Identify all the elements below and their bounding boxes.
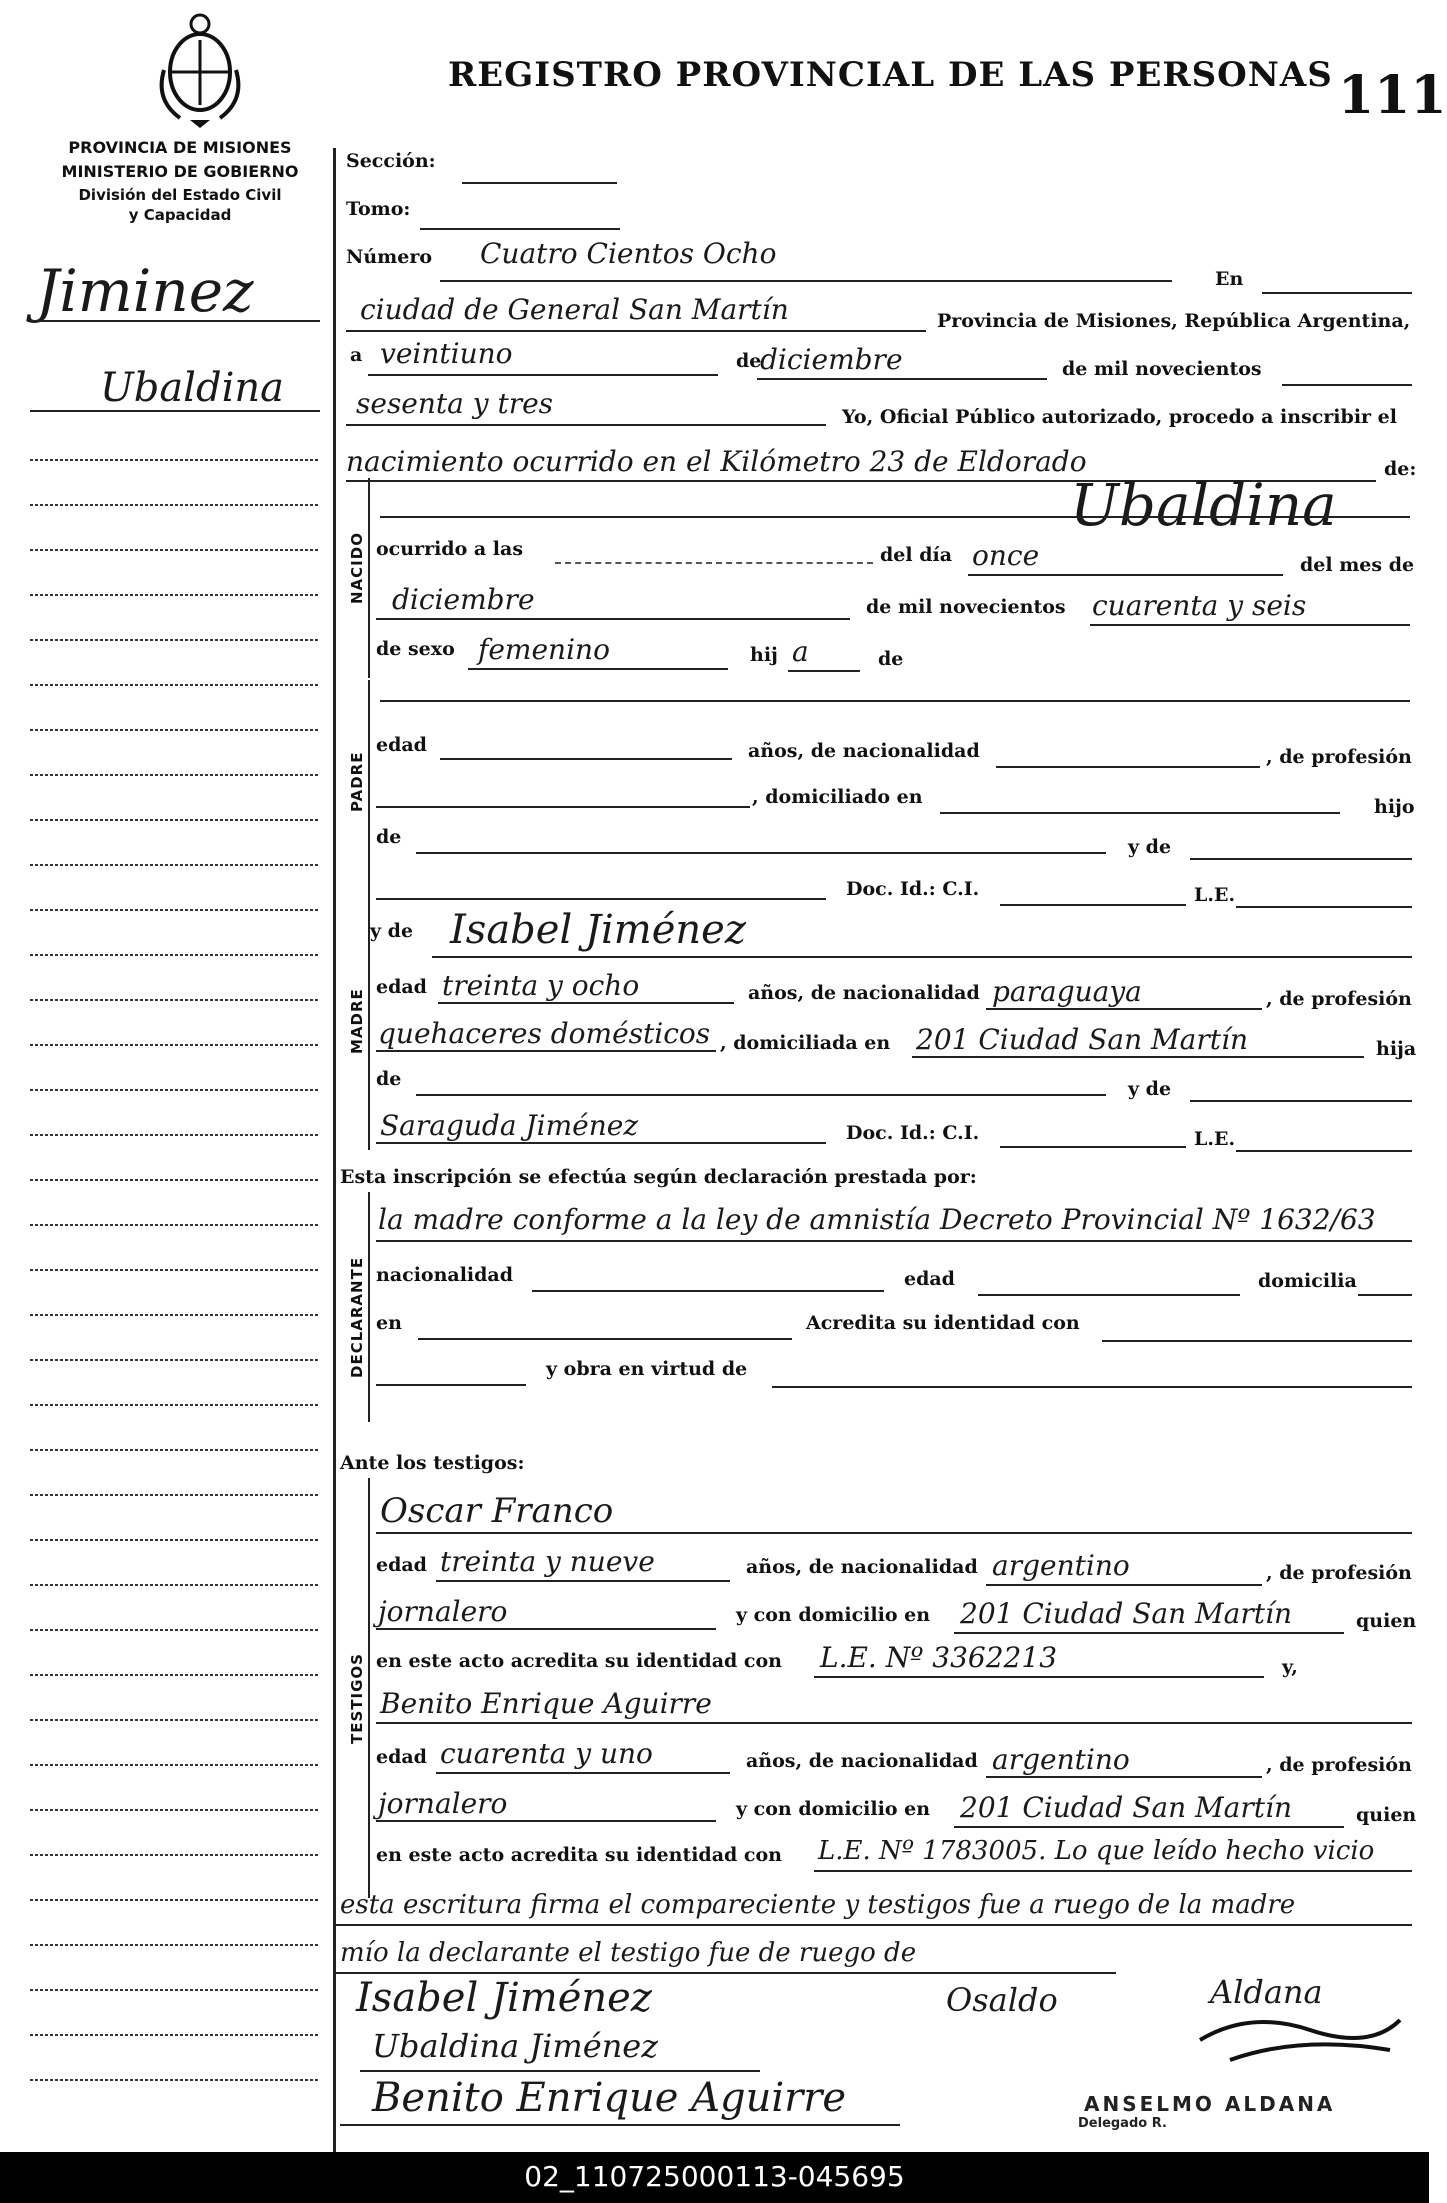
testigo1-domicilio-value: 201 Ciudad San Martín <box>960 1597 1292 1630</box>
testigos-tab: TESTIGOS <box>348 1653 366 1744</box>
tomo-label: Tomo: <box>346 198 411 220</box>
declarante-acredita-label: Acredita su identidad con <box>806 1312 1080 1334</box>
madre-profesion-value: quehaceres domésticos <box>378 1017 711 1050</box>
footer-code: 02_110725000113-045695 <box>524 2160 905 2193</box>
declarante-obra-label: y obra en virtud de <box>546 1358 748 1380</box>
sexo-label: de sexo <box>376 638 455 660</box>
testigo2-anios-label: años, de nacionalidad <box>746 1750 978 1772</box>
signature-officer: Aldana <box>1210 1973 1323 2011</box>
ocurrido-label: ocurrido a las <box>376 538 524 560</box>
hij-label: hij <box>750 644 778 666</box>
testigos-bracket <box>368 1478 370 1898</box>
signature-mother: Isabel Jiménez <box>356 1975 652 2021</box>
madre-le-label: L.E. <box>1194 1128 1236 1150</box>
madre-tab: MADRE <box>348 988 366 1054</box>
numero-value: Cuatro Cientos Ocho <box>480 237 777 270</box>
padre-doc-label: Doc. Id.: C.I. <box>846 878 980 900</box>
testigo2-doc-value: L.E. Nº 1783005. Lo que leído hecho vicio <box>818 1836 1375 1866</box>
declarante-tab: DECLARANTE <box>348 1256 366 1378</box>
officer-stamp-role: Delegado R. <box>1078 2116 1167 2131</box>
madre-anios-label: años, de nacionalidad <box>748 982 980 1004</box>
declarante-bracket <box>368 1192 370 1422</box>
del-dia-label: del día <box>880 544 953 566</box>
acta-text: nacimiento ocurrido en el Kilómetro 23 de Eldorado <box>346 445 1087 478</box>
child-name: Ubaldina <box>1070 471 1337 539</box>
margin-ruled-lines <box>30 440 325 2120</box>
year-value: sesenta y tres <box>356 387 554 420</box>
padre-tab: PADRE <box>348 751 366 812</box>
a-de-label: de <box>736 350 762 372</box>
testigo1-quien-label: quien <box>1356 1610 1417 1632</box>
sexo-value: femenino <box>478 633 610 666</box>
declarante-domicilia-label: domicilia <box>1258 1270 1357 1292</box>
madre-domicilio-value: 201 Ciudad San Martín <box>916 1023 1248 1056</box>
declarante-en-label: en <box>376 1312 402 1334</box>
closing-line-2: mío la declarante el testigo fue de ruego de <box>340 1938 917 1968</box>
madre-hija-label: hija <box>1376 1038 1417 1060</box>
signature-child: Ubaldina Jiménez <box>372 2027 659 2065</box>
division-heading: División del Estado Civil <box>78 186 282 204</box>
testigo2-profesion-value: jornalero <box>378 1787 508 1820</box>
padre-bracket <box>368 680 370 910</box>
madre-y-de-label: y de <box>370 920 414 942</box>
division-subheading: y Capacidad <box>128 206 232 224</box>
folio-number: 111 <box>1338 65 1447 126</box>
testigo1-nacionalidad-value: argentino <box>992 1549 1130 1582</box>
provincia-label: Provincia de Misiones, República Argentina, <box>937 310 1411 332</box>
testigo2-edad-value: cuarenta y uno <box>440 1737 653 1770</box>
testigo1-acredita-label: en este acto acredita su identidad con <box>376 1650 782 1672</box>
testigos-intro-label: Ante los testigos: <box>340 1452 525 1474</box>
padre-profesion-label: , de profesión <box>1266 746 1412 768</box>
madre-doc-label: Doc. Id.: C.I. <box>846 1122 980 1144</box>
testigo1-y-label: y, <box>1282 1656 1298 1678</box>
a-label: a <box>350 344 363 366</box>
madre-nacionalidad-value: paraguaya <box>992 975 1142 1008</box>
officer-stamp-name: ANSELMO ALDANA <box>1084 2092 1336 2116</box>
margin-divider <box>333 148 336 2158</box>
numero-label: Número <box>346 246 433 268</box>
madre-edad-value: treinta y ocho <box>442 969 640 1002</box>
officer-signature-flourish <box>1190 2000 1410 2070</box>
seccion-label: Sección: <box>346 150 436 172</box>
testigo2-acredita-label: en este acto acredita su identidad con <box>376 1844 782 1866</box>
ministry-heading: MINISTERIO DE GOBIERNO <box>61 162 299 181</box>
day-value: veintiuno <box>380 337 513 370</box>
testigo2-edad-label: edad <box>376 1746 427 1768</box>
nacido-tab: NACIDO <box>348 532 366 604</box>
padre-domiciliado-label: , domiciliado en <box>752 786 923 808</box>
de-colon-label: de: <box>1384 458 1417 480</box>
signature-witness-benito: Benito Enrique Aguirre <box>372 2075 847 2121</box>
nacido-de-label: de <box>878 648 904 670</box>
padre-edad-label: edad <box>376 734 427 756</box>
padre-anios-label: años, de nacionalidad <box>748 740 980 762</box>
madre-y-de2-label: y de <box>1128 1078 1172 1100</box>
testigo1-nombre: Oscar Franco <box>380 1491 614 1531</box>
margin-given-name: Ubaldina <box>100 365 284 411</box>
testigo2-quien-label: quien <box>1356 1804 1417 1826</box>
anio-value: cuarenta y seis <box>1092 589 1307 622</box>
testigo1-profesion-value: jornalero <box>378 1595 508 1628</box>
declarante-edad-label: edad <box>904 1268 955 1290</box>
madre-profesion-label: , de profesión <box>1266 988 1412 1010</box>
closing-line-1: esta escritura firma el compareciente y testigos fue a ruego de la madre <box>340 1890 1296 1920</box>
document-title: REGISTRO PROVINCIAL DE LAS PERSONAS <box>448 55 1333 95</box>
testigo1-domicilio-label: y con domicilio en <box>736 1604 931 1626</box>
declaracion-value: la madre conforme a la ley de amnistía Decreto Provincial Nº 1632/63 <box>378 1203 1376 1236</box>
padre-de-label: de <box>376 826 402 848</box>
testigo1-anios-label: años, de nacionalidad <box>746 1556 978 1578</box>
month-value: diciembre <box>760 343 903 376</box>
testigo1-profesion-label: , de profesión <box>1266 1562 1412 1584</box>
madre-de-value: Saraguda Jiménez <box>380 1109 639 1142</box>
testigo2-domicilio-label: y con domicilio en <box>736 1798 931 1820</box>
padre-hijo-label: hijo <box>1374 796 1415 818</box>
declarante-nacionalidad-label: nacionalidad <box>376 1264 514 1286</box>
dia-value: once <box>972 539 1040 572</box>
padre-le-label: L.E. <box>1194 884 1236 906</box>
madre-bracket <box>368 910 370 1150</box>
nacido-mil-label: de mil novecientos <box>866 596 1066 618</box>
testigo2-profesion-label: , de profesión <box>1266 1754 1412 1776</box>
madre-domiciliada-label: , domiciliada en <box>720 1032 891 1054</box>
place-value: ciudad de General San Martín <box>360 293 789 326</box>
testigo2-domicilio-value: 201 Ciudad San Martín <box>960 1791 1292 1824</box>
testigo2-nombre: Benito Enrique Aguirre <box>380 1687 712 1720</box>
nacido-bracket <box>368 478 370 678</box>
testigo1-edad-label: edad <box>376 1554 427 1576</box>
padre-y-de-label: y de <box>1128 836 1172 858</box>
oficial-label: Yo, Oficial Público autorizado, procedo a inscribir el <box>842 406 1397 428</box>
declaracion-intro-label: Esta inscripción se efectúa según declaración prestada por: <box>340 1166 977 1188</box>
hij-suffix: a <box>792 635 809 668</box>
madre-de-label: de <box>376 1068 402 1090</box>
mes-value: diciembre <box>392 583 535 616</box>
madre-nombre-value: Isabel Jiménez <box>450 907 746 953</box>
province-heading: PROVINCIA DE MISIONES <box>68 138 292 157</box>
madre-edad-label: edad <box>376 976 427 998</box>
testigo2-nacionalidad-value: argentino <box>992 1743 1130 1776</box>
testigo1-doc-value: L.E. Nº 3362213 <box>820 1641 1058 1674</box>
signature-witness-osaldo: Osaldo <box>946 1981 1058 2019</box>
mil-novecientos-label: de mil novecientos <box>1062 358 1262 380</box>
coat-of-arms-icon <box>150 10 250 130</box>
en-label: En <box>1215 268 1244 290</box>
margin-surname: Jiminez <box>36 257 254 325</box>
testigo1-edad-value: treinta y nueve <box>440 1545 655 1578</box>
del-mes-label: del mes de <box>1300 554 1415 576</box>
